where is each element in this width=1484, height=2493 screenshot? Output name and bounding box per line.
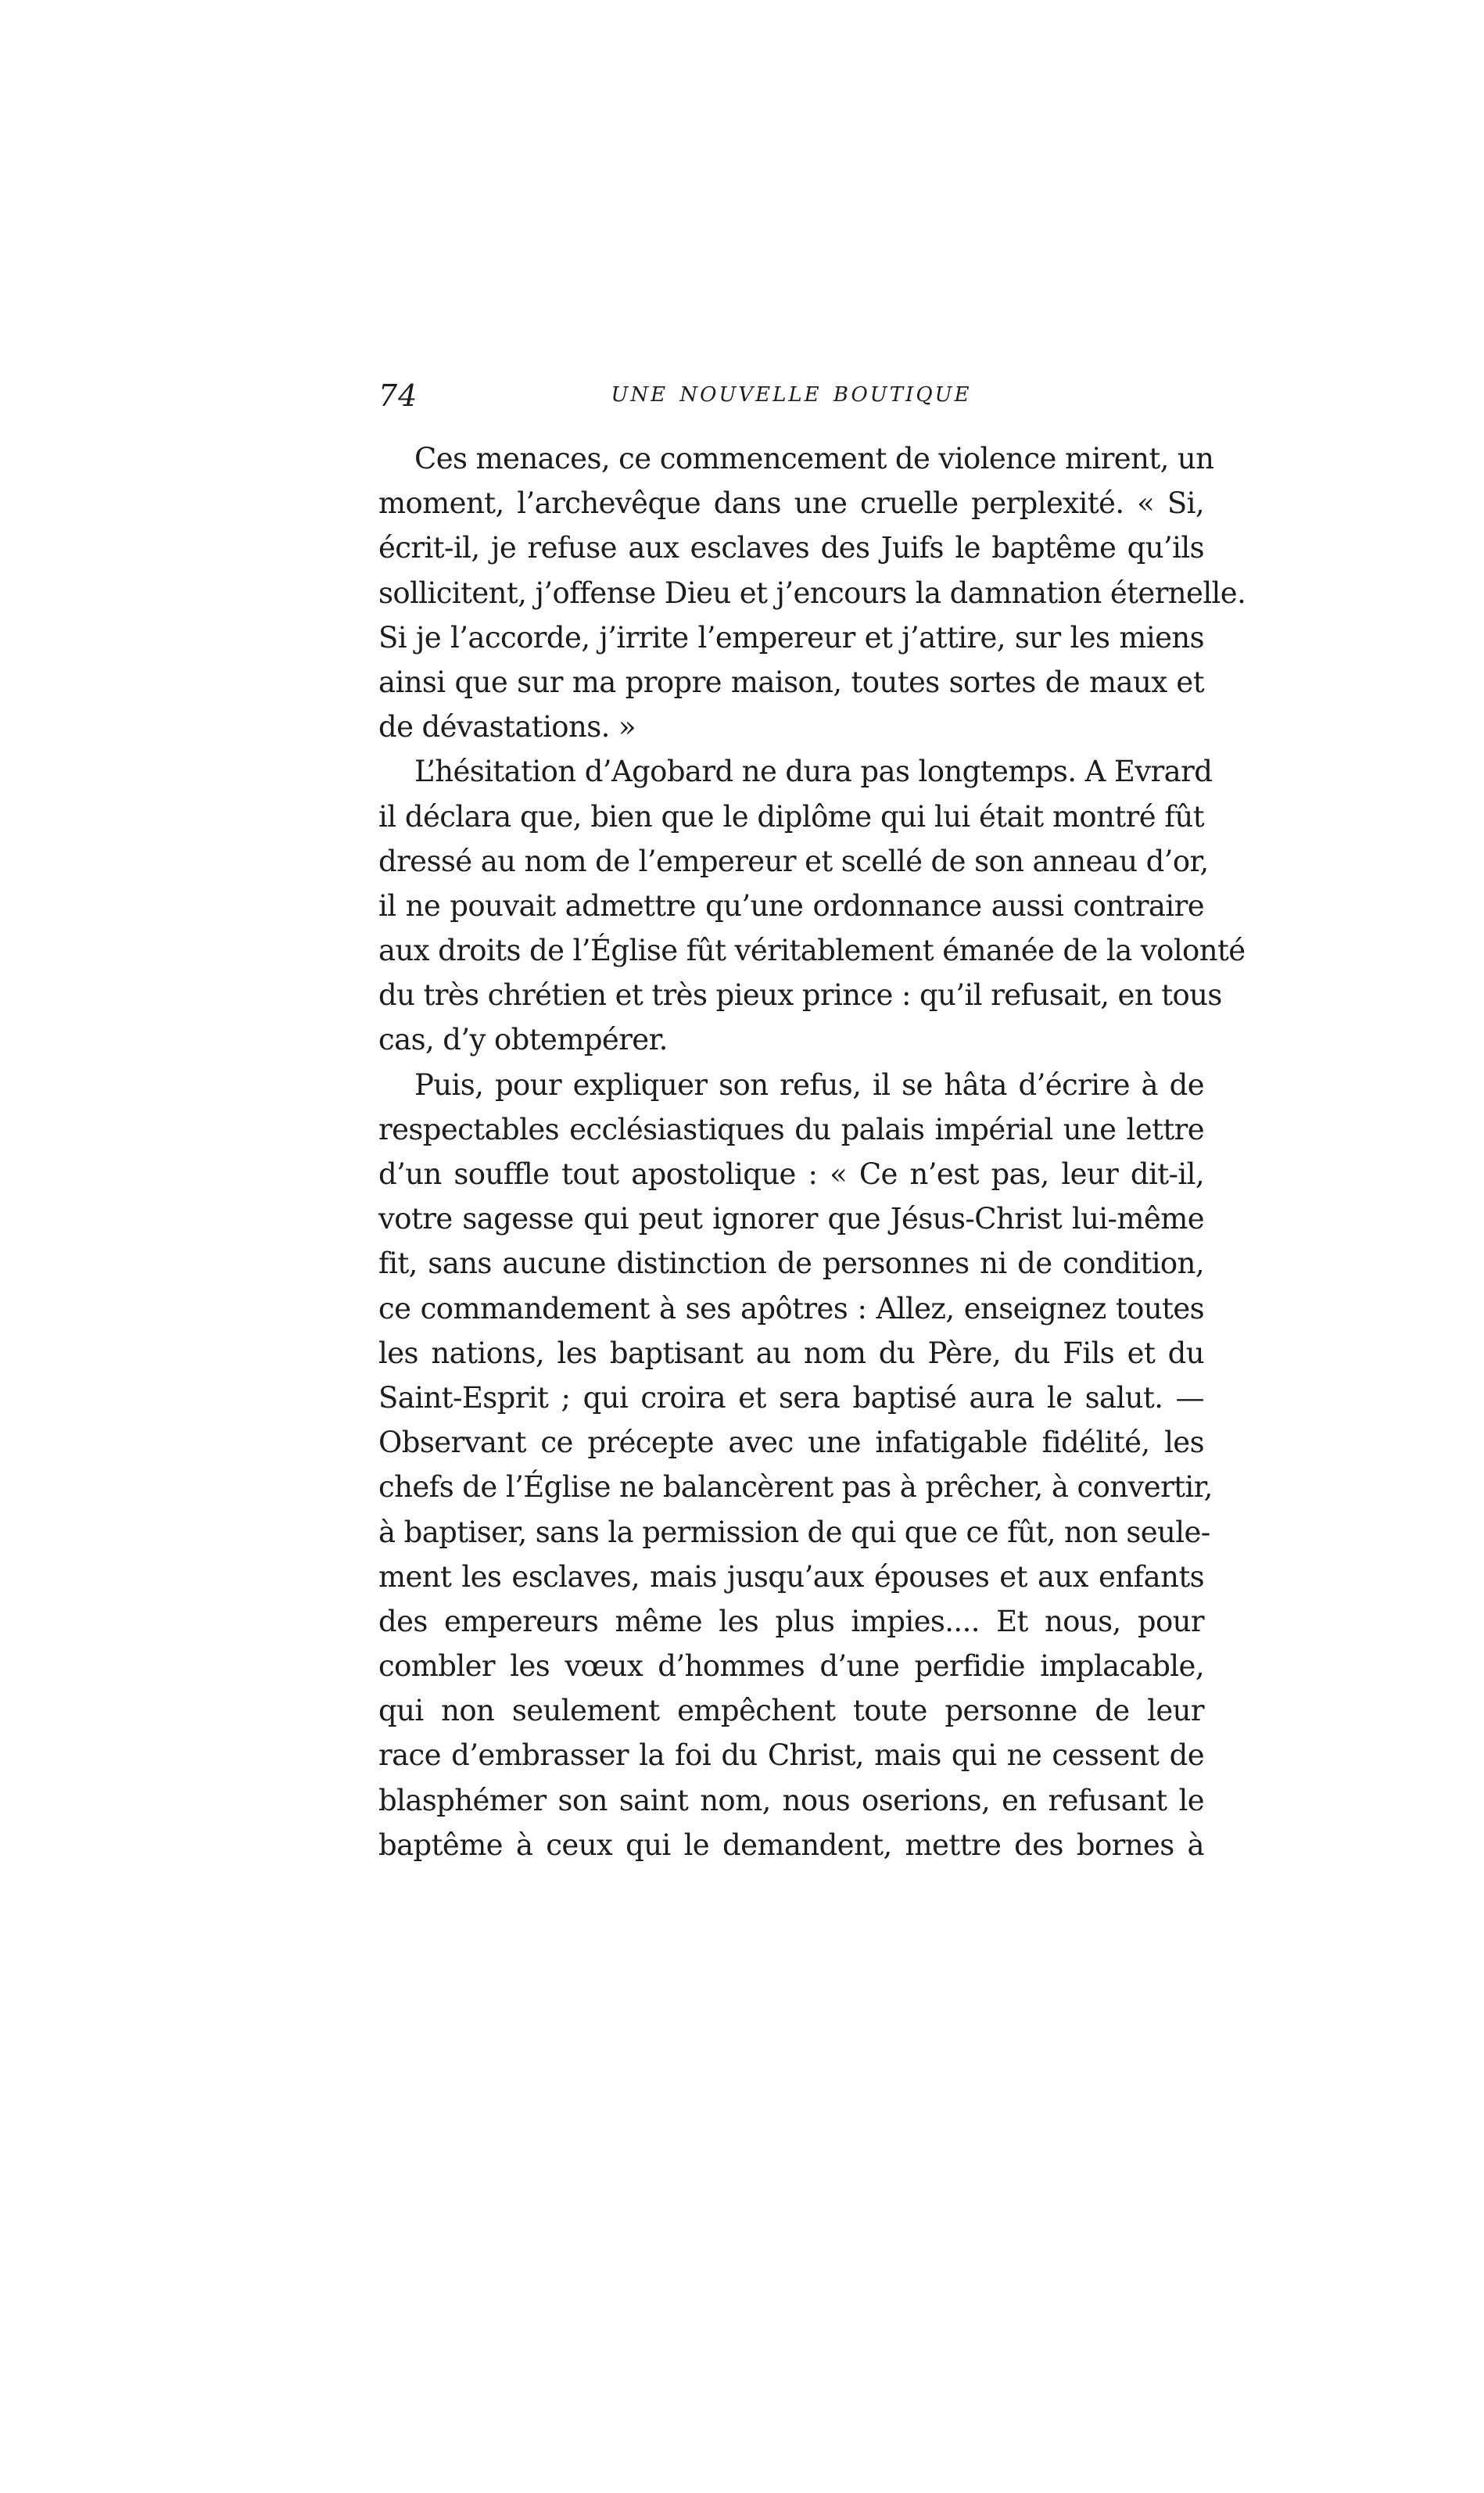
text-line: aux droits de l’Église fût véritablement émanée de la volonté xyxy=(378,934,1246,968)
text-line: sollicitent, j’offense Dieu et j’encours la damnation éternelle. xyxy=(378,576,1246,610)
text-line: baptême à ceux qui le demandent, mettre des bornes à xyxy=(378,1828,1204,1862)
text-line: Saint-Esprit ; qui croira et sera baptisé aura le salut. — xyxy=(378,1380,1204,1415)
text-line: L’hésitation d’Agobard ne dura pas longtemps. A Evrard xyxy=(414,755,1213,789)
text-line: écrit-il, je refuse aux esclaves des Juifs le baptême qu’ils xyxy=(378,531,1204,565)
text-line: chefs de l’Église ne balancèrent pas à prêcher, à convertir, xyxy=(378,1470,1213,1505)
running-title: UNE NOUVELLE BOUTIQUE xyxy=(611,383,972,407)
text-line: Puis, pour expliquer son refus, il se hâta d’écrire à de xyxy=(414,1067,1204,1102)
text-line: qui non seulement empêchent toute personne de leur xyxy=(378,1694,1204,1728)
text-line: il déclara que, bien que le diplôme qui lui était montré fût xyxy=(378,799,1204,834)
text-line: Si je l’accorde, j’irrite l’empereur et j’attire, sur les miens xyxy=(378,620,1204,655)
text-line: race d’embrasser la foi du Christ, mais qui ne cessent de xyxy=(378,1738,1204,1773)
text-line: combler les vœux d’hommes d’une perfidie implacable, xyxy=(378,1649,1204,1684)
text-line: ce commandement à ses apôtres : Allez, enseignez toutes xyxy=(378,1291,1204,1325)
page-number: 74 xyxy=(378,378,418,413)
text-line: dressé au nom de l’empereur et scellé de son anneau d’or, xyxy=(378,844,1209,878)
book-page xyxy=(378,378,1246,1867)
paragraph xyxy=(378,1063,1213,1867)
text-line: cas, d’y obtempérer. xyxy=(378,1023,668,1057)
text-line: Observant ce précepte avec une infatigable fidélité, les xyxy=(378,1426,1204,1460)
text-line: à baptiser, sans la permission de qui que ce fût, non seule- xyxy=(378,1515,1210,1549)
text-line: respectables ecclésiastiques du palais impérial une lettre xyxy=(378,1112,1204,1146)
text-line: fit, sans aucune distinction de personnes ni de condition, xyxy=(378,1246,1204,1281)
text-line: des empereurs même les plus impies.... Et nous, pour xyxy=(378,1604,1204,1638)
text-line: il ne pouvait admettre qu’une ordonnance aussi contraire xyxy=(378,888,1204,923)
paragraph xyxy=(378,749,1246,1062)
text-line: les nations, les baptisant au nom du Père, du Fils et du xyxy=(378,1336,1204,1370)
text-line: ainsi que sur ma propre maison, toutes sortes de maux et xyxy=(378,665,1204,699)
page-header xyxy=(378,378,1204,425)
text-line: de dévastations. » xyxy=(378,710,636,744)
paragraph xyxy=(378,436,1246,749)
text-line: du très chrétien et très pieux prince : qu’il refusait, en tous xyxy=(378,978,1222,1013)
text-line: d’un souffle tout apostolique : « Ce n’est pas, leur dit-il, xyxy=(378,1157,1204,1191)
body-text xyxy=(378,436,1246,1867)
text-line: ment les esclaves, mais jusqu’aux épouses et aux enfants xyxy=(378,1559,1204,1594)
text-line: Ces menaces, ce commencement de violence mirent, un xyxy=(414,442,1214,475)
text-line: moment, l’archevêque dans une cruelle perplexité. « Si, xyxy=(378,486,1204,521)
text-line: blasphémer son saint nom, nous oserions, en refusant le xyxy=(378,1783,1204,1817)
text-line: votre sagesse qui peut ignorer que Jésus-Christ lui-même xyxy=(378,1202,1204,1236)
